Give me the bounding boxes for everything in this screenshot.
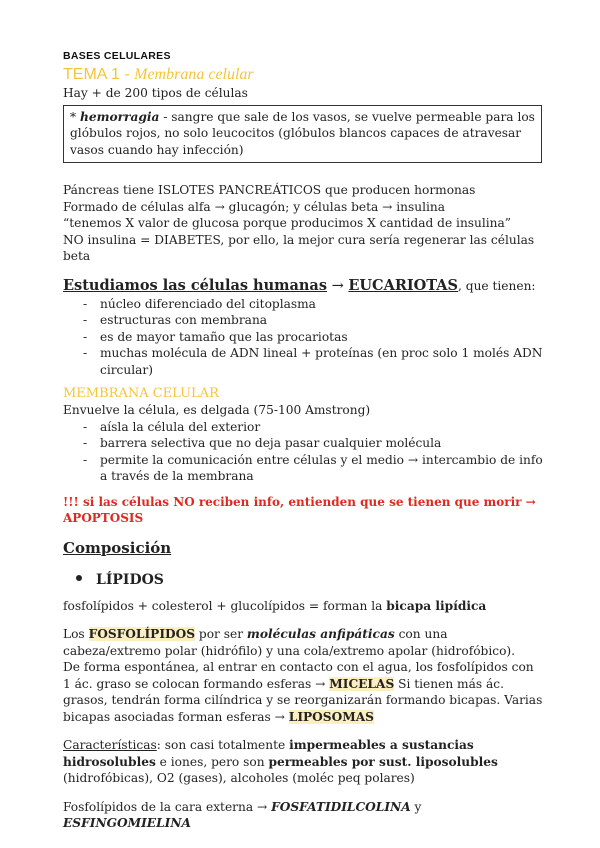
ext-text-c: y xyxy=(410,799,422,814)
list-item: - estructuras con membrana xyxy=(63,312,543,329)
c-text-c: e iones, pero son xyxy=(155,754,269,769)
caracteristicas-paragraph xyxy=(63,737,543,787)
list-item: - barrera selectiva que no deja pasar cualquier molécula xyxy=(63,435,543,452)
composicion-heading: Composición xyxy=(63,538,172,557)
list-item: - aísla la célula del exterior xyxy=(63,419,543,436)
ext-text-a: Fosfolípidos de la cara externa → xyxy=(63,799,272,814)
tema-label: TEMA 1 - xyxy=(63,66,135,83)
eucariotas-lead: Estudiamos las células humanas xyxy=(63,276,327,294)
pancreas-line-3: “tenemos X valor de glucosa porque producimos X cantidad de insulina” xyxy=(63,216,512,230)
p1-text-c: con una cabeza/extremo polar (hidrófilo) y una cola/extremo apolar (hidrofóbico). xyxy=(63,627,516,658)
ext-term-2: ESFINGOMIELINA xyxy=(63,816,191,830)
bullet-dot-icon xyxy=(76,575,82,581)
lipidos-bullet xyxy=(63,570,543,590)
formula-bold: bicapa lipídica xyxy=(386,598,487,613)
bicapa-formula xyxy=(63,598,543,615)
c-text-a: : son casi totalmente xyxy=(156,738,290,752)
p2-term: MICELAS xyxy=(329,676,395,691)
cara-externa-line xyxy=(63,799,543,832)
tema-title xyxy=(63,64,543,85)
box-prefix: * xyxy=(70,109,80,124)
p1-text-b: por ser xyxy=(195,627,247,641)
micelas-paragraph xyxy=(63,659,543,725)
tema-subtitle: Membrana celular xyxy=(134,66,254,83)
p1-term: FOSFOLÍPIDOS xyxy=(88,627,196,641)
formula-text: fosfolípidos + colesterol + glucolípidos = forman la xyxy=(63,598,387,613)
eucariotas-term: EUCARIOTAS xyxy=(348,276,459,294)
caracteristicas-label: Características xyxy=(63,738,157,752)
fosfolipidos-paragraph xyxy=(63,626,543,659)
p2-term2: LIPOSOMAS xyxy=(288,709,374,724)
box-term: hemorragia xyxy=(79,109,160,124)
c-bold-1: impermeables a sustancias hidrosolubles xyxy=(63,738,474,769)
list-item: - permite la comunicación entre células y el medio → intercambio de info a través de la membrana xyxy=(63,452,543,485)
p1-text-a: Los xyxy=(63,627,89,641)
p2-text-b: Si tienen más ác. grasos, tendrán forma cilíndrica y se reorganizarán formando bicapas. Varias bicapas asociadas forman esferas → xyxy=(63,676,543,724)
pancreas-line-4: NO insulina = DIABETES, por ello, la mejor cura sería regenerar las células beta xyxy=(63,232,535,263)
p1-ital: moléculas anfipáticas xyxy=(246,627,395,641)
ext-term-1: FOSFATIDILCOLINA xyxy=(271,799,411,814)
list-item: - muchas molécula de ADN lineal + proteínas (en proc solo 1 molés ADN circular) xyxy=(63,345,543,378)
p2-text-a: De forma espontánea, al entrar en contacto con el agua, los fosfolípidos con 1 ác. graso se colocan formando esferas → xyxy=(63,660,534,691)
pancreas-line-2: Formado de células alfa → glucagón; y células beta → insulina xyxy=(63,199,446,214)
c-text-d: (hidrofóbicas), O2 (gases), alcoholes (moléc peq polares) xyxy=(63,771,415,785)
lipidos-label: LÍPIDOS xyxy=(96,571,164,588)
hemorragia-box xyxy=(63,105,542,164)
eucariotas-list xyxy=(63,296,543,379)
pancreas-line-1: Páncreas tiene ISLOTES PANCREÁTICOS que producen hormonas xyxy=(63,183,476,197)
c-bold-2: permeables por sust. liposolubles xyxy=(268,754,498,769)
membrana-intro: Envuelve la célula, es delgada (75-100 Amstrong) xyxy=(63,403,371,417)
membrana-list xyxy=(63,419,543,485)
eucariotas-arrow: → xyxy=(326,277,349,294)
document-header: BASES CELULARES xyxy=(63,50,171,62)
box-text: - sangre que sale de los vasos, se vuelve permeable para los glóbulos rojos, no solo leucocitos (glóbulos blancos capaces de atravesar vasos cuando hay infección) xyxy=(70,109,535,157)
membrana-heading: MEMBRANA CELULAR xyxy=(63,386,219,401)
list-item: - núcleo diferenciado del citoplasma xyxy=(63,296,543,313)
intro-line: Hay + de 200 tipos de células xyxy=(63,86,248,100)
document-page xyxy=(63,50,543,832)
apoptosis-warning: !!! si las células NO reciben info, entienden que se tienen que morir → APOPTOSIS xyxy=(63,494,536,525)
eucariotas-heading xyxy=(63,276,543,296)
eucariotas-tail: , que tienen: xyxy=(458,278,536,293)
list-item: - es de mayor tamaño que las procariotas xyxy=(63,329,543,346)
